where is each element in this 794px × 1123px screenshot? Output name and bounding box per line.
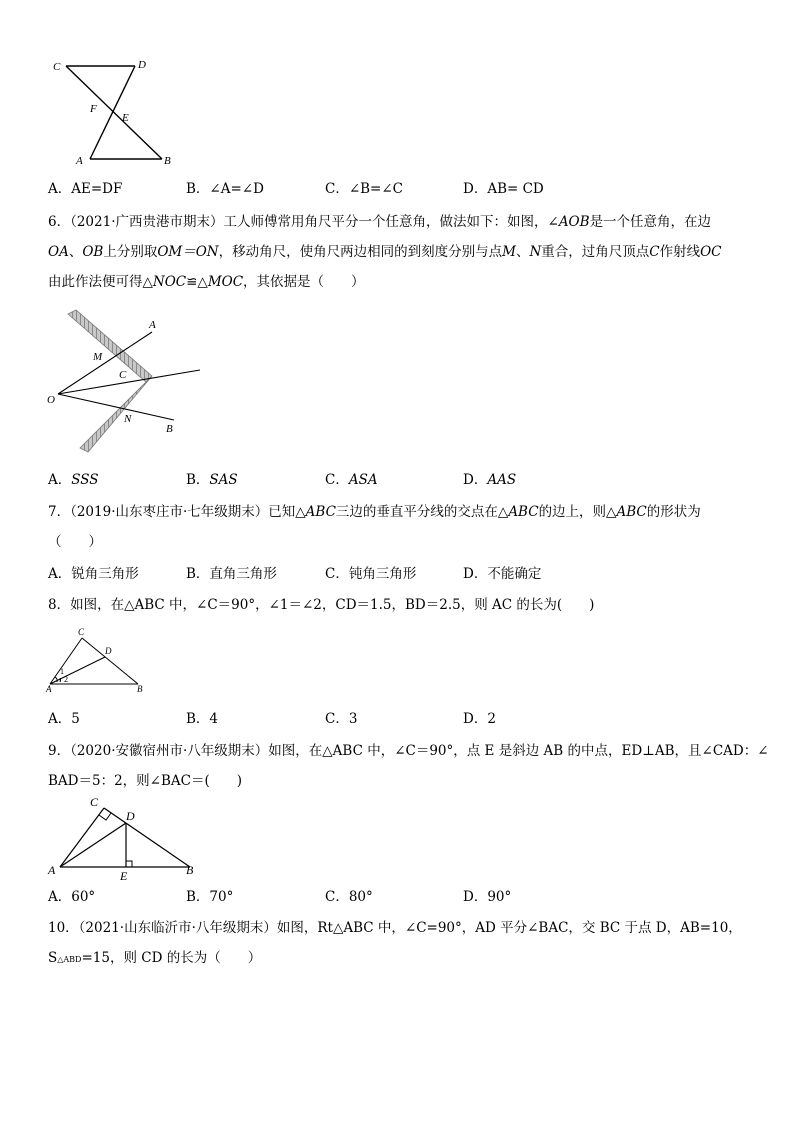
label-m: M [93,351,103,363]
q5-option-c: C．∠B=∠C [325,181,404,197]
label-o: O [47,394,55,406]
label-b: B [137,684,143,694]
label-d: D [126,809,135,823]
figure-q6 [44,306,214,456]
q6-option-d: D．AAS [463,472,517,488]
q8-text: 8．如图，在△ABC 中，∠C＝90°，∠1＝∠2，CD＝1.5，BD＝2.5，则 AC 的长为( ) [48,597,595,613]
label-f: F [90,103,97,115]
label-a: A [149,319,156,331]
label-angle-2: 2 [64,675,68,684]
figure-q9 [44,794,204,886]
q6-option-c: C．ASA [325,472,378,488]
label-e: E [122,112,129,124]
q5-option-d: D．AB= CD [463,181,544,197]
label-angle-1: 1 [60,667,64,676]
q9-option-b: B．70° [186,889,234,905]
q6-option-a: A．SSS [48,472,99,488]
label-c: C [119,369,127,381]
label-c: C [90,795,99,809]
label-b: B [166,423,173,435]
q7-line-2: （ ） [48,534,102,550]
q7-option-a: A．锐角三角形 [48,566,139,582]
q8-option-c: C．3 [325,711,358,727]
label-c: C [53,61,61,73]
label-b: B [164,155,171,167]
q7-option-d: D．不能确定 [463,566,542,582]
q7-line-1: 7．（2019·山东枣庄市·七年级期末）已知△ABC三边的垂直平分线的交点在△ABC的边上，则△ABC的形状为 [48,504,701,520]
label-b: B [186,863,194,877]
q8-option-d: D．2 [463,711,496,727]
q5-option-b: B．∠A=∠D [186,181,264,197]
label-a: A [48,863,56,877]
label-d: D [105,646,112,656]
label-d: D [138,59,146,71]
q10-line-2: S△ABD=15，则 CD 的长为（ ） [48,950,262,966]
label-e: E [120,869,128,883]
q6-line-2: OA、OB上分别取OM＝ON，移动角尺，使角尺两边相同的到刻度分别与点M、N重合，过角尺顶点C作射线OC [48,244,722,260]
q5-option-a: A．AE=DF [48,181,123,197]
q6-option-b: B．SAS [186,472,238,488]
figure-q8 [44,626,154,696]
label-n: N [124,413,132,425]
q9-option-a: A．60° [48,889,96,905]
q9-option-c: C．80° [325,889,373,905]
q7-option-c: C．钝角三角形 [325,566,417,582]
q9-line-2: BAD＝5：2，则∠BAC＝( ) [48,773,243,789]
figure-q5 [48,56,178,168]
label-c: C [78,627,85,637]
q7-option-b: B．直角三角形 [186,566,277,582]
label-a: A [46,684,52,694]
q9-line-1: 9．（2020·安徽宿州市·八年级期末）如图，在△ABC 中，∠C＝90°，点 E 是斜边 AB 的中点，ED⊥AB，且∠CAD：∠ [48,743,769,759]
q8-option-a: A．5 [48,711,80,727]
label-a: A [76,155,83,167]
q10-line-1: 10．（2021·山东临沂市·八年级期末）如图，Rt△ABC 中，∠C=90°，AD 平分∠BAC，交 BC 于点 D，AB=10， [48,920,742,936]
q9-option-d: D．90° [463,889,512,905]
q8-option-b: B．4 [186,711,219,727]
q6-line-1: 6．（2021·广西贵港市期末）工人师傅常用角尺平分一个任意角，做法如下：如图，∠AOB是一个任意角，在边 [48,214,712,230]
q6-line-3: 由此作法便可得△NOC≌△MOC，其依据是（ ） [48,274,365,290]
